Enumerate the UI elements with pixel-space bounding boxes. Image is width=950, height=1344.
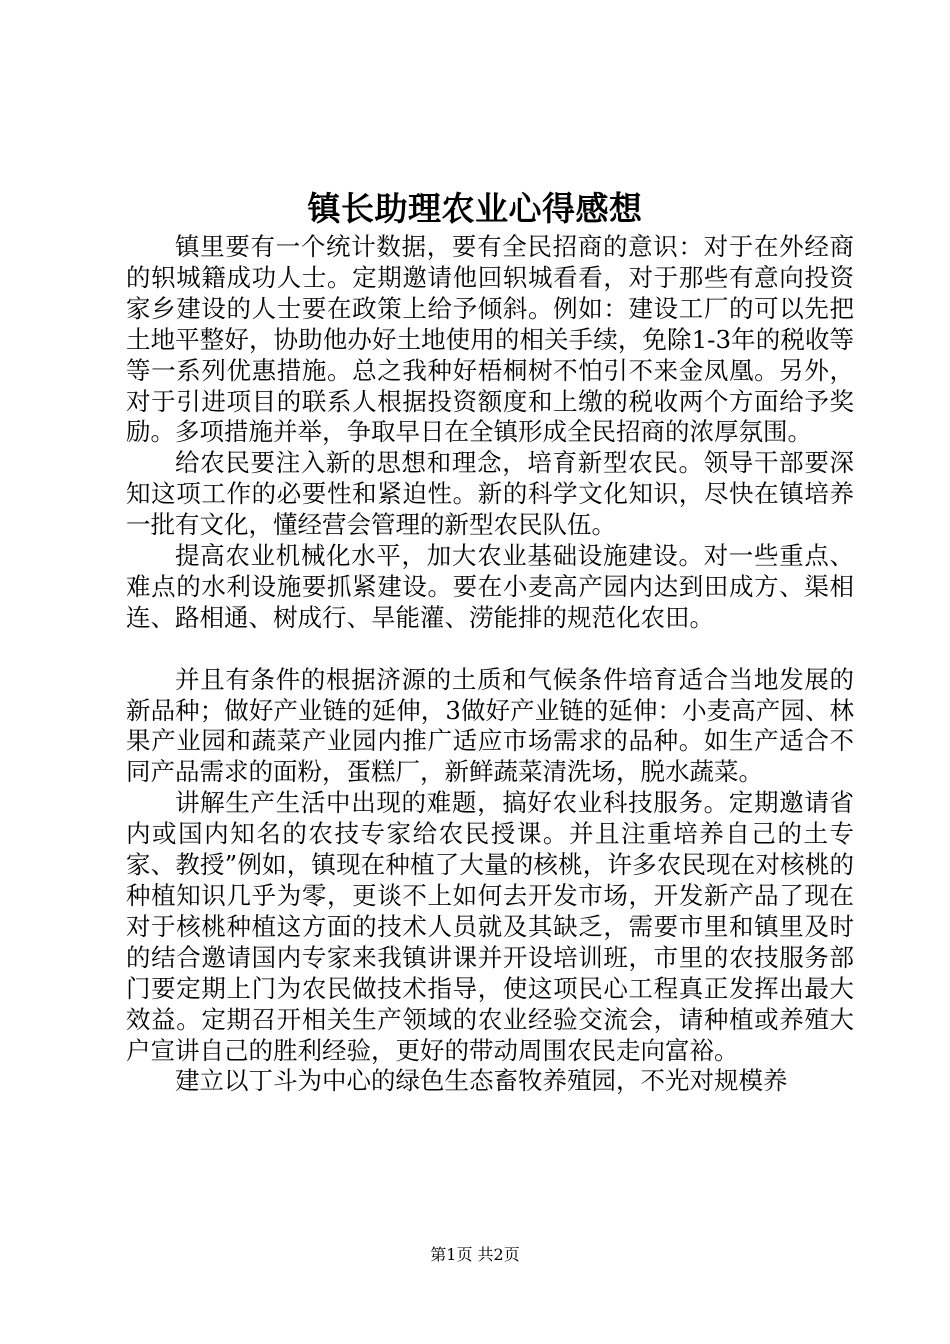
paragraph-investment: 镇里要有一个统计数据，要有全民招商的意识：对于在外经商的轵城籍成功人士。定期邀请他回轵城看看，对于那些有意向投资家乡建设的人士要在政策上给予倾斜。例如：建设工厂的可以先把土地平整好，协助他办好土地使用的相关手续，免除1-3年的税收等等一系列优惠措施。总之我种好梧桐树不怕引不来金凤凰。另外，对于引进项目的联系人根据投资额度和上缴的税收两个方面给予奖励。多项措施并举，争取早日在全镇形成全民招商的浓厚氛围。 — [126, 232, 854, 447]
document-title: 镇长助理农业心得感想 — [307, 189, 643, 228]
blank-line — [126, 634, 854, 665]
paragraph-eco-livestock: 建立以丁斗为中心的绿色生态畜牧养殖园，不光对规模养 — [175, 1066, 788, 1096]
document-body — [126, 232, 854, 1097]
paragraph-new-varieties: 并且有条件的根据济源的土质和气候条件培育适合当地发展的新品种；做好产业链的延伸，3做好产业链的延伸：小麦高产园、林果产业园和蔬菜产业园内推广适应市场需求的品种。如生产适合不同产品需求的面粉，蛋糕厂，新鲜蔬菜清洗场，脱水蔬菜。 — [126, 664, 854, 787]
paragraph-mechanization: 提高农业机械化水平，加大农业基础设施建设。对一些重点、难点的水利设施要抓紧建设。要在小麦高产园内达到田成方、渠相连、路相通、树成行、旱能灌、涝能排的规范化农田。 — [126, 541, 854, 632]
paragraph-tech-service: 讲解生产生活中出现的难题，搞好农业科技服务。定期邀请省内或国内知名的农技专家给农民授课。并且注重培养自己的土专家、教授”例如，镇现在种植了大量的核桃，许多农民现在对核桃的种植知识几乎为零，更谈不上如何去开发市场，开发新产品了现在对于核桃种植这方面的技术人员就及其缺乏，需要市里和镇里及时的结合邀请国内专家来我镇讲课并开设培训班，市里的农技服务部门要定期上门为农民做技术指导，使这项民心工程真正发挥出最大效益。定期召开相关生产领域的农业经验交流会，请种植或养殖大户宣讲自己的胜利经验，更好的带动周围农民走向富裕。 — [126, 788, 854, 1065]
paragraph-new-farmers: 给农民要注入新的思想和理念，培育新型农民。领导干部要深知这项工作的必要性和紧迫性。新的科学文化知识，尽快在镇培养一批有文化，懂经营会管理的新型农民队伍。 — [126, 448, 854, 540]
page-number-footer: 第1页 共2页 — [430, 1245, 520, 1264]
